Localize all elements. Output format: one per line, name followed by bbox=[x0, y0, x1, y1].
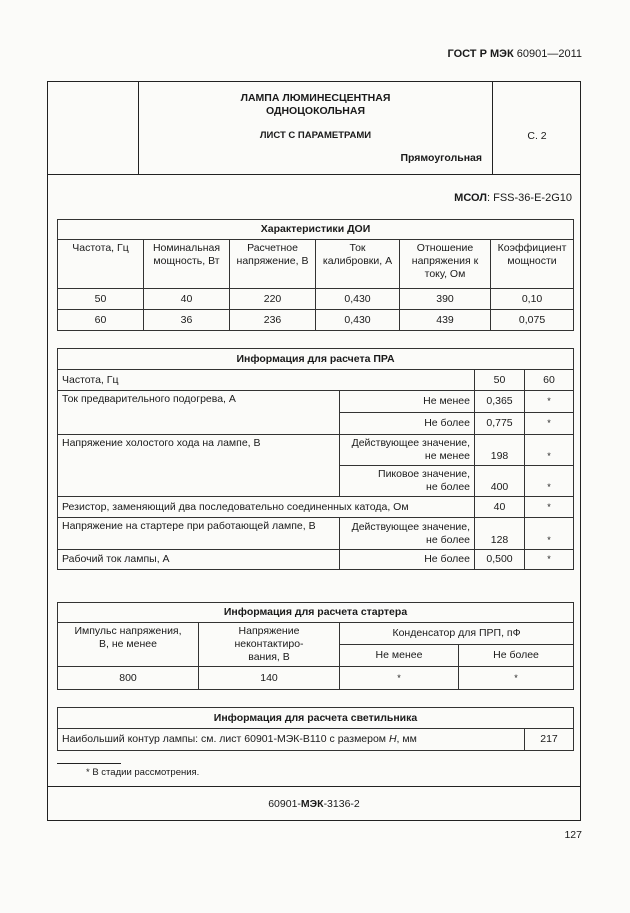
starter-col-capacitor: Конденсатор для ПРП, пФ bbox=[340, 623, 574, 645]
pra-preheat-min: 0,365 bbox=[475, 391, 525, 413]
sheet-subtitle: ЛИСТ С ПАРАМЕТРАМИ bbox=[259, 130, 372, 141]
table-row: 50 40 220 0,430 390 0,10 bbox=[58, 289, 574, 310]
pra-current-cond: Не более bbox=[340, 550, 475, 570]
starter-cap-min: * bbox=[340, 667, 459, 690]
pra-resistor-value: 40 bbox=[475, 497, 525, 518]
luminaire-text: Наибольший контур лампы: см. лист 60901-МЭК-В110 с размером H, мм bbox=[58, 729, 525, 751]
doi-col-frequency: Частота, Гц bbox=[58, 240, 144, 289]
starter-cap-max: * bbox=[459, 667, 574, 690]
starter-cap-max-head: Не более bbox=[459, 645, 574, 667]
doi-col-power: Номинальная мощность, Вт bbox=[144, 240, 230, 289]
starter-noncontact: 140 bbox=[199, 667, 340, 690]
msol-code: МСОЛ: FSS-36-E-2G10 bbox=[454, 192, 572, 204]
pra-freq-label: Частота, Гц bbox=[58, 370, 475, 391]
luminaire-title: Информация для расчета светильника bbox=[58, 708, 574, 729]
table-row bbox=[58, 667, 574, 690]
starter-col-noncontact: Напряжение неконтактиро- вания, В bbox=[199, 623, 340, 667]
starter-pulse: 800 bbox=[58, 667, 199, 690]
pra-current-label: Рабочий ток лампы, А bbox=[58, 550, 340, 570]
pra-starter-v-label: Напряжение на стартере при работающей лампе, В bbox=[58, 518, 340, 550]
pra-preheat-max: 0,775 bbox=[475, 413, 525, 435]
doi-col-voltage: Расчетное напряжение, В bbox=[230, 240, 316, 289]
pra-ocv-rms-cond: Действующее значение, не менее bbox=[340, 435, 475, 466]
lamp-title: ЛАМПА ЛЮМИНЕСЦЕНТНАЯ ОДНОЦОКОЛЬНАЯ bbox=[240, 92, 391, 117]
pra-freq-60: 60 bbox=[525, 370, 574, 391]
lamp-shape: Прямоугольная bbox=[400, 152, 482, 164]
doi-table bbox=[57, 219, 574, 331]
pra-preheat-max-cond: Не более bbox=[340, 413, 475, 435]
pra-ocv-peak: 400 bbox=[475, 466, 525, 497]
pra-table: Информация для расчета ПРА Частота, Гц 50 60 Ток предварительного подогрева, А Не менее 0,365 * Не более 0,775 * Напряжение холостого хода на лампе, В Действующее значение, не менее 198 * Пиковое значение, не более 400 * Резистор, заменяющий два последовательно соединенных катода, Ом 40 * Напряжение на стартере при работающей лампе, В Действующее значение, не более 128 * Рабочий ток лампы, А Не более 0,500 * bbox=[57, 348, 574, 570]
pra-preheat-min-cond: Не менее bbox=[340, 391, 475, 413]
starter-title: Информация для расчета стартера bbox=[58, 603, 574, 623]
standard-number: 60901—2011 bbox=[516, 48, 582, 60]
starter-cap-min-head: Не менее bbox=[340, 645, 459, 667]
page-number: 127 bbox=[564, 829, 582, 841]
luminaire-value: 217 bbox=[525, 729, 574, 751]
pra-ocv-peak-cond: Пиковое значение, не более bbox=[340, 466, 475, 497]
pra-resistor-label: Резистор, заменяющий два последовательно соединенных катода, Ом bbox=[58, 497, 475, 518]
footnote: * В стадии рассмотрения. bbox=[86, 767, 200, 778]
pra-freq-50: 50 bbox=[475, 370, 525, 391]
starter-table bbox=[57, 602, 574, 690]
pra-preheat-label: Ток предварительного подогрева, А bbox=[58, 391, 340, 435]
title-block bbox=[47, 81, 581, 175]
standard-code: ГОСТ Р МЭК bbox=[447, 48, 514, 60]
pra-ocv-rms: 198 bbox=[475, 435, 525, 466]
pra-current-value: 0,500 bbox=[475, 550, 525, 570]
doi-col-current: Ток калибровки, А bbox=[316, 240, 400, 289]
doi-col-pf: Коэффициент мощности bbox=[491, 240, 574, 289]
starter-col-pulse: Импульс напряжения, В, не менее bbox=[58, 623, 199, 667]
footnote-rule bbox=[57, 763, 121, 764]
pra-title: Информация для расчета ПРА bbox=[58, 349, 574, 370]
sheet-code: 60901-МЭК-3136-2 bbox=[268, 798, 360, 810]
doi-col-ratio: Отношение напряжения к току, Ом bbox=[400, 240, 491, 289]
table-row: 60 36 236 0,430 439 0,075 bbox=[58, 310, 574, 331]
page-ref: С. 2 bbox=[527, 130, 547, 142]
pra-starter-v-cond: Действующее значение, не более bbox=[340, 518, 475, 550]
doi-title: Характеристики ДОИ bbox=[58, 220, 574, 240]
pra-ocv-label: Напряжение холостого хода на лампе, В bbox=[58, 435, 340, 497]
bottom-divider bbox=[47, 786, 581, 787]
standard-header bbox=[447, 48, 582, 60]
luminaire-table bbox=[57, 707, 574, 751]
pra-starter-v-value: 128 bbox=[475, 518, 525, 550]
